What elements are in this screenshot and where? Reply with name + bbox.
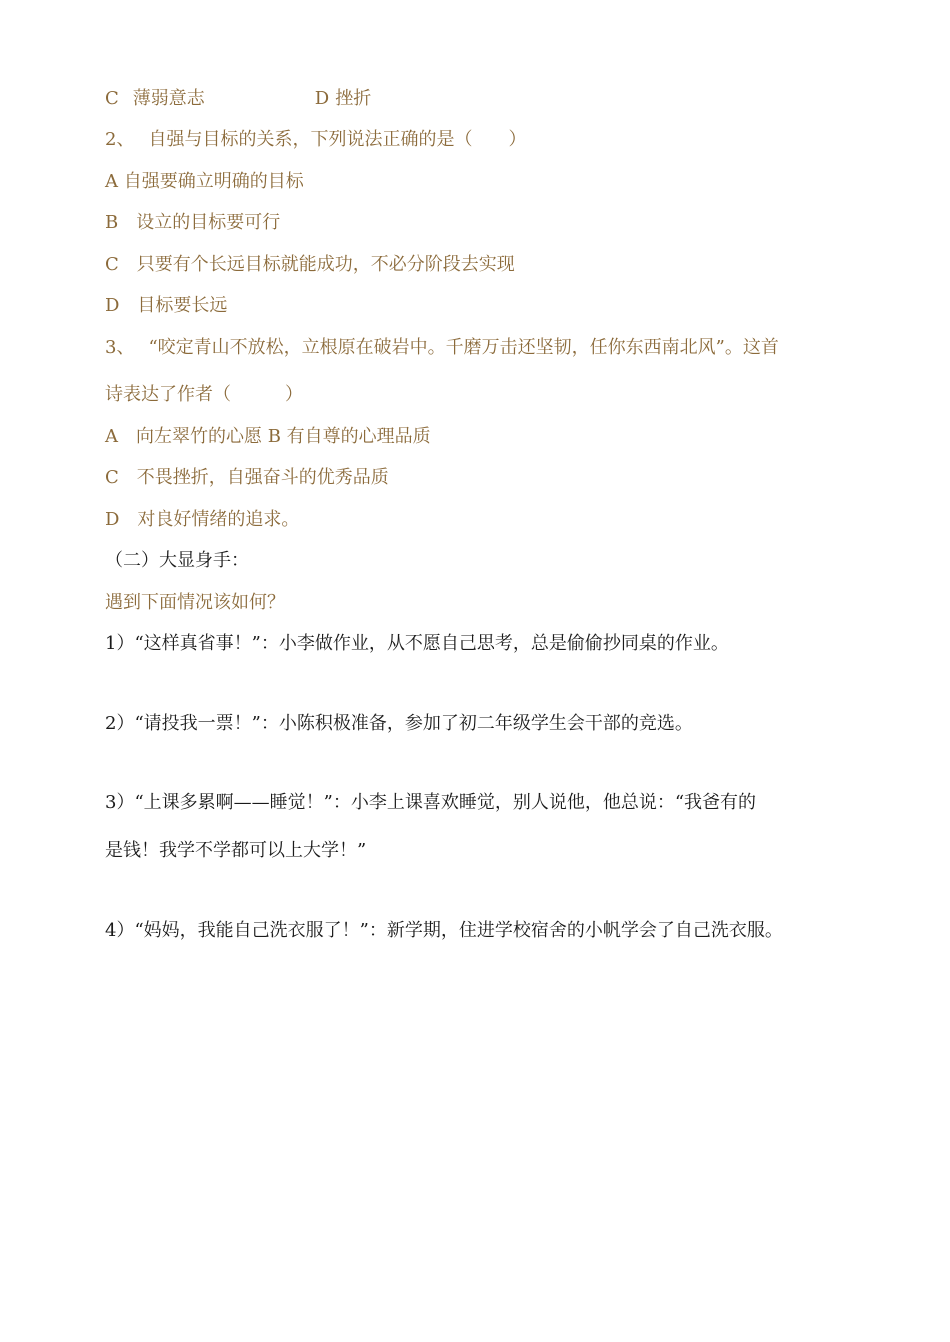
section2-prompt: 遇到下面情况该如何？ (105, 592, 285, 613)
scenario-item-1: 1）“这样真省事！”：小李做作业，从不愿自己思考，总是偷偷抄同桌的作业。 (105, 633, 729, 654)
q1-option-c-label: C (105, 88, 119, 109)
q2-stem-text: 自强与目标的关系，下列说法正确的是（ ） (148, 129, 527, 150)
scenario-item-2: 2）“请投我一票！”：小陈积极准备，参加了初二年级学生会干部的竞选。 (105, 713, 693, 734)
q1-option-c-text: 薄弱意志 (132, 88, 205, 109)
q2-option-d: D 目标要长远 (105, 295, 228, 316)
q3-option-c: C 不畏挫折，自强奋斗的优秀品质 (105, 467, 389, 488)
scenario-item-3-line1: 3）“上课多累啊——睡觉！”：小李上课喜欢睡觉，别人说他，他总说：“我爸有的 (105, 792, 757, 813)
scenario-item-4: 4）“妈妈，我能自己洗衣服了！”：新学期，住进学校宿舍的小帆学会了自己洗衣服。 (105, 920, 783, 941)
q3-stem-text: “咬定青山不放松，立根原在破岩中。千磨万击还坚韧，任你东西南北风”。这首 (148, 337, 779, 358)
q3-stem-line1 (105, 336, 779, 360)
q1-options-cd (105, 87, 371, 111)
q2-option-a: A 自强要确立明确的目标 (105, 171, 304, 192)
q2-option-b: B 设立的目标要可行 (105, 212, 281, 233)
q2-number: 2、 (105, 129, 135, 150)
q2-stem (105, 128, 526, 152)
q2-option-c: C 只要有个长远目标就能成功，不必分阶段去实现 (105, 254, 515, 275)
q3-option-ab: A 向左翠竹的心愿 B 有自尊的心理品质 (105, 426, 431, 447)
q1-option-d-label: D (314, 88, 330, 109)
q3-stem-line2: 诗表达了作者（ ） (105, 384, 303, 405)
q3-option-d: D 对良好情绪的追求。 (105, 509, 300, 530)
q3-number: 3、 (105, 337, 135, 358)
q1-option-d-text: 挫折 (335, 88, 372, 109)
section2-title: （二）大显身手： (105, 550, 249, 571)
scenario-item-3-line2: 是钱！我学不学都可以上大学！” (105, 840, 367, 861)
